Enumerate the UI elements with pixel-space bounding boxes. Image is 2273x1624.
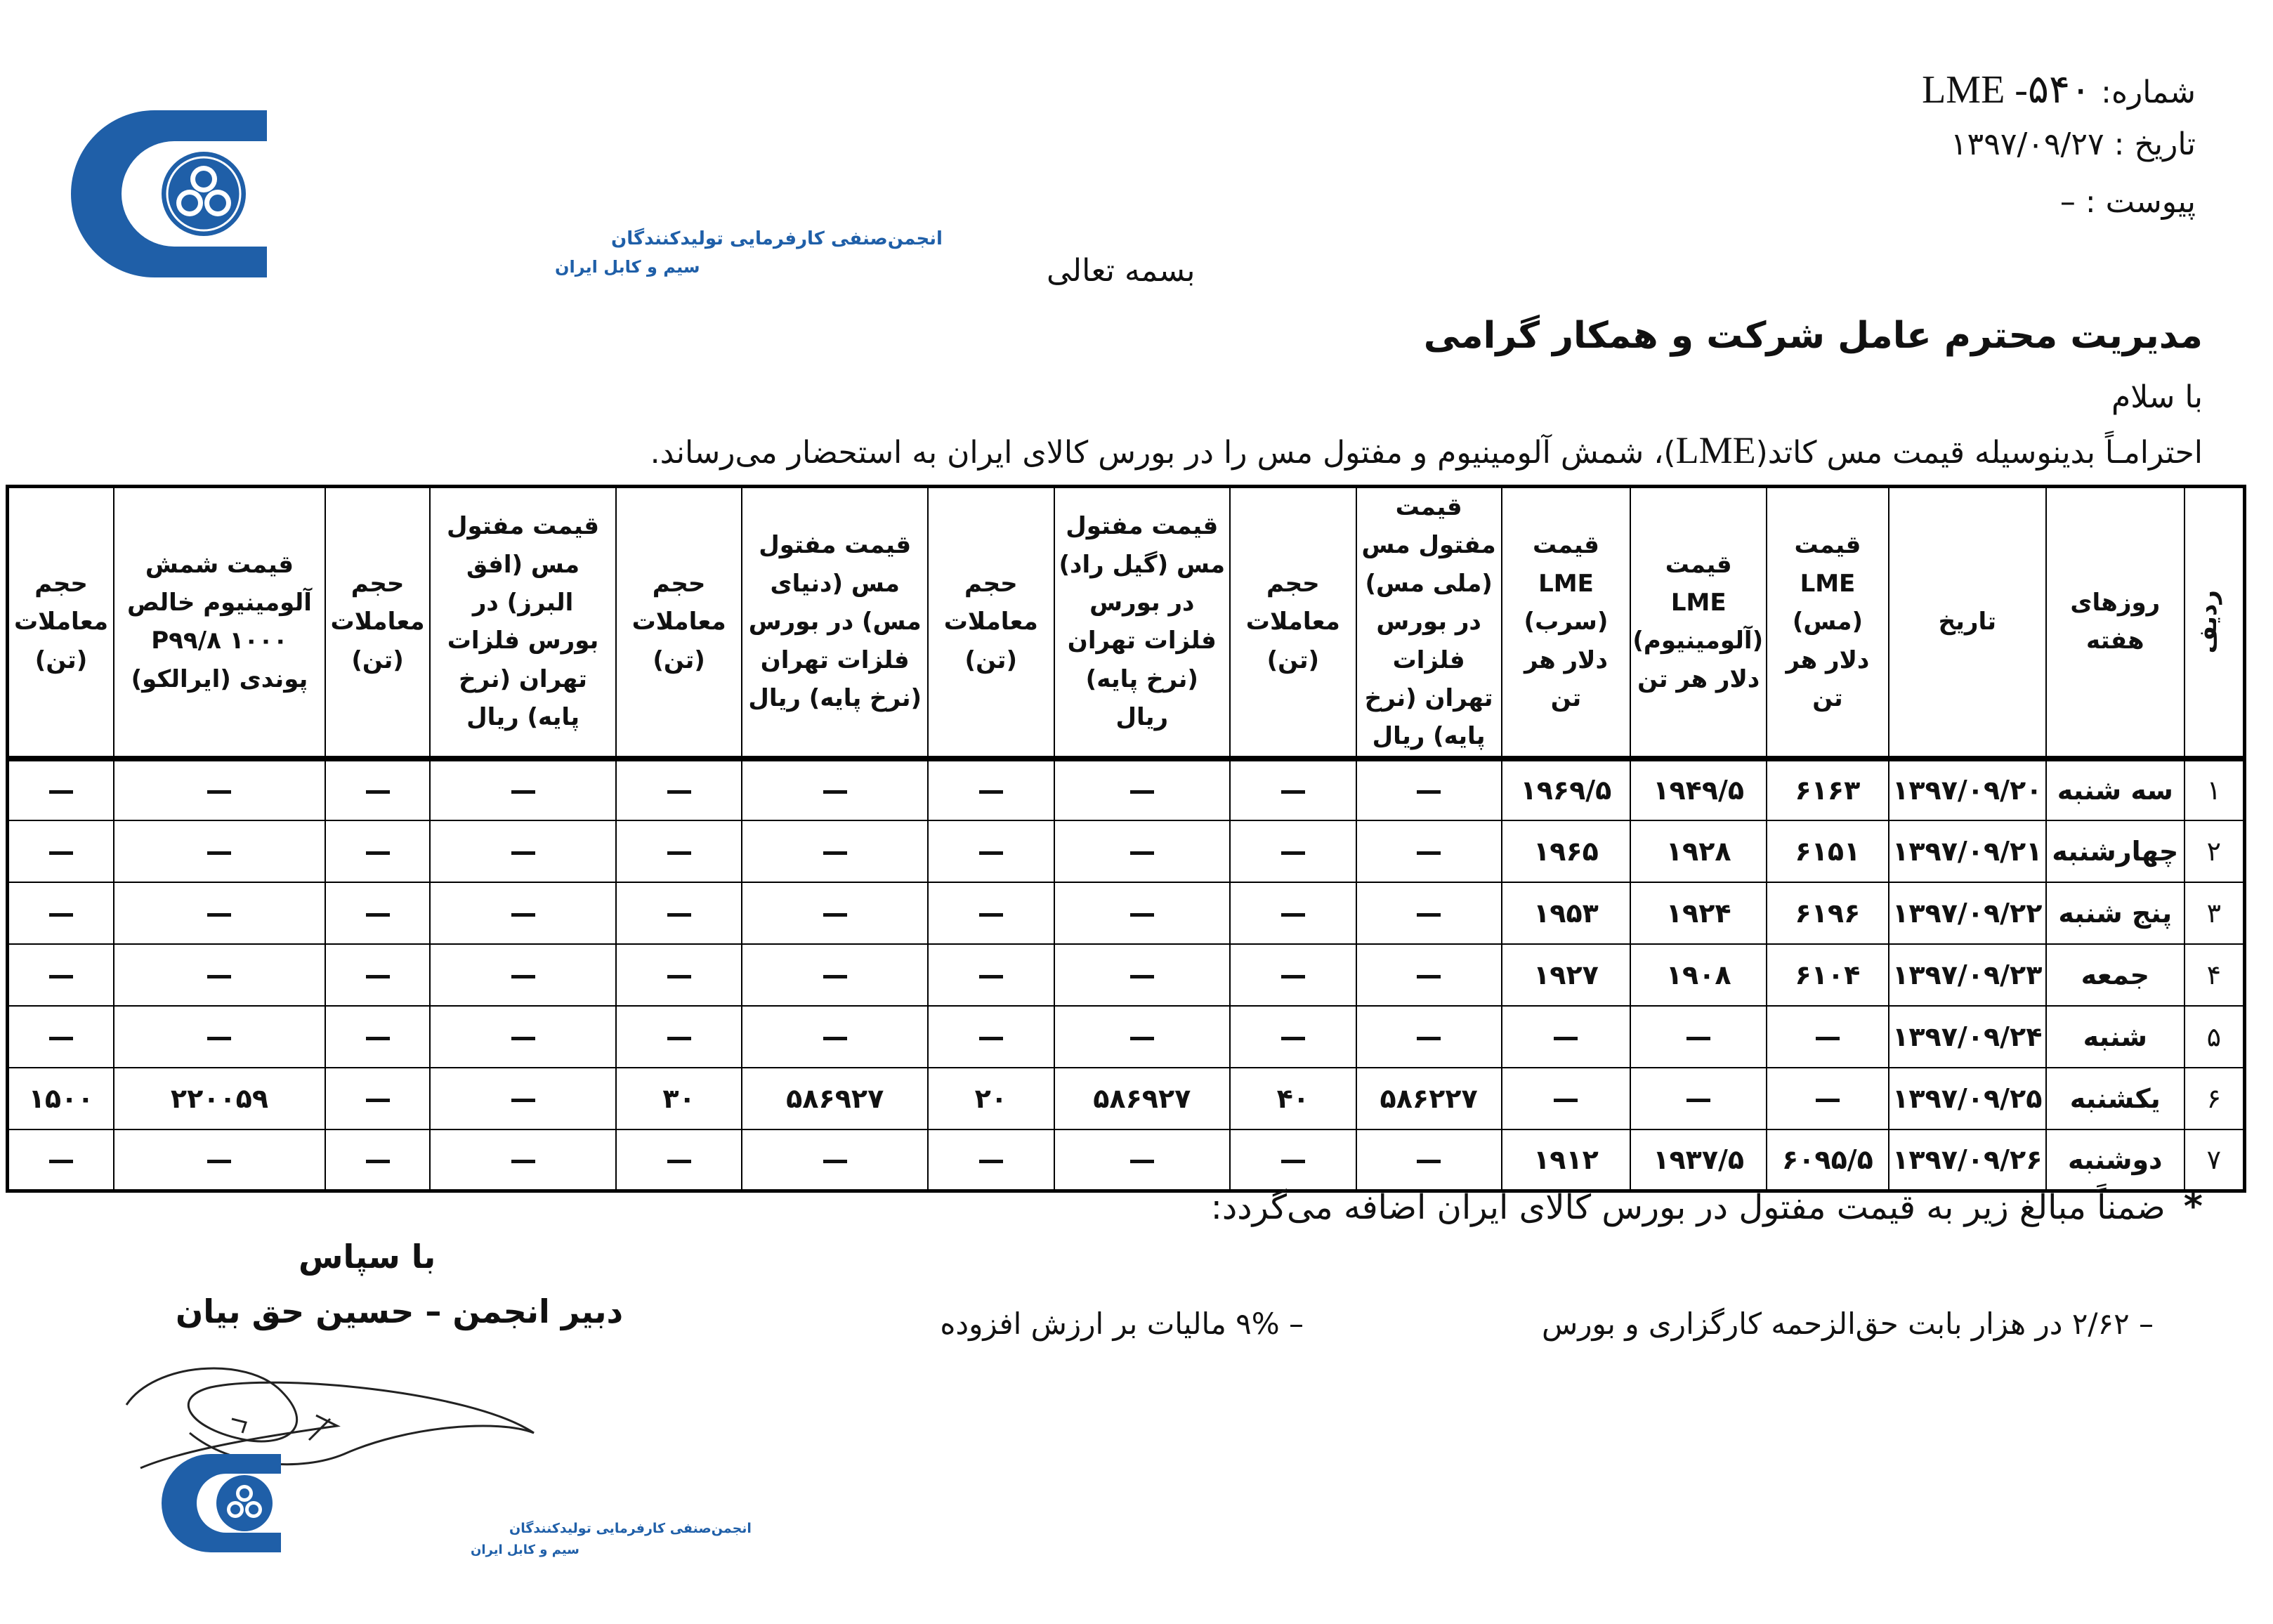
table-cell — [928, 882, 1054, 944]
table-cell — [1054, 759, 1230, 820]
empty-value-dash — [1417, 1037, 1441, 1040]
table-cell — [430, 1006, 615, 1068]
empty-value-dash — [207, 851, 231, 855]
empty-value-dash — [1417, 913, 1441, 917]
table-cell — [8, 1068, 114, 1129]
empty-value-dash — [1130, 975, 1154, 978]
table-cell — [742, 1068, 927, 1129]
table-cell-value: ۴ — [2206, 959, 2222, 990]
table-cell — [1356, 1006, 1502, 1068]
table-cell — [2184, 820, 2245, 882]
table-cell-value: ۶۰۹۵/۵ — [1782, 1144, 1873, 1175]
empty-value-dash — [207, 1160, 231, 1163]
table-cell — [2046, 882, 2184, 944]
table-cell-value: ۱۳۹۷/۰۹/۲۵ — [1892, 1082, 2043, 1114]
table-cell-value: ۵۸۶۹۲۷ — [1093, 1082, 1191, 1114]
column-header-label: حجم معاملات (تن) — [330, 569, 425, 674]
table-cell-value: ۱۹۶۵ — [1533, 835, 1599, 867]
empty-value-dash — [1686, 1099, 1710, 1102]
table-cell — [1630, 1129, 1767, 1191]
column-header — [8, 487, 114, 759]
table-cell — [1356, 1068, 1502, 1129]
column-header — [430, 487, 615, 759]
table-row — [8, 1068, 2245, 1129]
empty-value-dash — [49, 1037, 73, 1040]
price-table — [6, 485, 2246, 1193]
table-cell — [742, 944, 927, 1006]
empty-value-dash — [207, 975, 231, 978]
table-cell — [616, 1006, 742, 1068]
table-cell — [1889, 1068, 2046, 1129]
fees-note — [1211, 1186, 2203, 1228]
letter-number-value: LME -۵۴۰ — [1922, 68, 2092, 112]
table-cell — [928, 820, 1054, 882]
table-cell — [1230, 1068, 1356, 1129]
table-cell — [114, 882, 325, 944]
table-cell — [2046, 1068, 2184, 1129]
table-cell — [1502, 882, 1631, 944]
empty-value-dash — [366, 1160, 390, 1163]
table-cell-value: ۲۲۰۰۵۹ — [170, 1082, 269, 1114]
table-cell — [742, 759, 927, 820]
table-row — [8, 1006, 2245, 1068]
table-cell-value: سه شنبه — [2057, 775, 2173, 806]
empty-value-dash — [49, 790, 73, 794]
empty-value-dash — [979, 1160, 1003, 1163]
empty-value-dash — [511, 975, 535, 978]
table-cell — [1230, 882, 1356, 944]
table-cell — [742, 820, 927, 882]
empty-value-dash — [667, 790, 691, 794]
logo-line1: انجمن‌صنفی کارفرمایی تولیدکنندگان — [611, 228, 943, 249]
table-cell-value: ۴۰ — [1276, 1082, 1309, 1114]
table-cell — [8, 1129, 114, 1191]
table-cell-value: ۱۳۹۷/۰۹/۲۴ — [1892, 1021, 2043, 1052]
table-cell-value: ۱۵۰۰ — [28, 1082, 94, 1114]
logo-cable-icon — [162, 152, 246, 236]
column-header — [325, 487, 430, 759]
fee-vat: – ۹% مالیات بر ارزش افزوده — [940, 1307, 1304, 1341]
empty-value-dash — [979, 975, 1003, 978]
table-cell-value: ۷ — [2206, 1144, 2222, 1175]
column-header — [1054, 487, 1230, 759]
column-header — [616, 487, 742, 759]
empty-value-dash — [207, 913, 231, 917]
column-header-label: قیمت شمش آلومینیوم خالص P۹۹/۸ ۱۰۰۰ پوندی (ایرالکو) — [127, 550, 312, 693]
column-header-label: قیمت مفتول مس (دنیای مس) در بورس فلزات تهران (نرخ پایه) ریال — [748, 531, 922, 712]
table-row — [8, 944, 2245, 1006]
empty-value-dash — [49, 1160, 73, 1163]
table-cell — [1889, 882, 2046, 944]
letter-date — [1951, 126, 2196, 162]
table-cell-value: ۱۳۹۷/۰۹/۲۳ — [1892, 959, 2043, 990]
empty-value-dash — [366, 851, 390, 855]
logo-line2: سیم و کابل ایران — [555, 257, 700, 277]
empty-value-dash — [511, 790, 535, 794]
table-cell — [2184, 944, 2245, 1006]
table-cell — [430, 820, 615, 882]
empty-value-dash — [1554, 1099, 1578, 1102]
empty-value-dash — [511, 1160, 535, 1163]
table-row — [8, 820, 2245, 882]
empty-value-dash — [1417, 790, 1441, 794]
table-cell — [1502, 759, 1631, 820]
table-cell-value: ۱۳۹۷/۰۹/۲۰ — [1892, 775, 2043, 806]
table-cell — [616, 820, 742, 882]
intro-text-start: احترامـاً بدینوسیله قیمت مس کاتد( — [1755, 435, 2203, 471]
empty-value-dash — [667, 1160, 691, 1163]
table-cell — [1230, 759, 1356, 820]
column-header — [2184, 487, 2245, 759]
table-cell-value: ۶ — [2206, 1082, 2222, 1114]
table-cell — [616, 1068, 742, 1129]
empty-value-dash — [1686, 1037, 1710, 1040]
table-cell-value: چهارشنبه — [2052, 835, 2179, 867]
table-cell-value: ۵۸۶۹۲۷ — [786, 1082, 884, 1114]
signature-stamp — [105, 1349, 752, 1573]
empty-value-dash — [1816, 1037, 1840, 1040]
letter-attachment — [2060, 184, 2196, 220]
table-cell — [1230, 1129, 1356, 1191]
table-cell — [1630, 882, 1767, 944]
table-cell — [1054, 820, 1230, 882]
table-cell-value: جمعه — [2081, 959, 2149, 990]
intro-text-end: )، شمش آلومینیوم و مفتول مس را در بورس کالای ایران به استحضار می‌رساند. — [650, 435, 1676, 471]
table-cell — [2046, 1006, 2184, 1068]
table-cell — [2184, 1006, 2245, 1068]
table-cell — [1630, 944, 1767, 1006]
table-cell — [325, 759, 430, 820]
table-cell — [1054, 1068, 1230, 1129]
empty-value-dash — [1281, 1160, 1305, 1163]
table-cell — [114, 820, 325, 882]
table-cell — [430, 759, 615, 820]
table-cell-value: ۱۹۲۴ — [1665, 897, 1731, 929]
table-cell — [1054, 1129, 1230, 1191]
table-cell-value: یکشنبه — [2069, 1082, 2161, 1114]
table-cell-value: ۱۹۲۷ — [1533, 959, 1599, 990]
empty-value-dash — [366, 1037, 390, 1040]
table-cell — [1502, 820, 1631, 882]
table-cell — [1889, 1129, 2046, 1191]
stamp-line1: انجمن‌صنفی کارفرمایی تولیدکنندگان — [509, 1521, 752, 1536]
table-cell-value: ۶۱۶۳ — [1795, 775, 1861, 806]
table-cell — [1630, 820, 1767, 882]
table-cell — [1630, 759, 1767, 820]
column-header-label: قیمت LME (سرب) دلار هر تن — [1524, 531, 1609, 712]
empty-value-dash — [667, 975, 691, 978]
empty-value-dash — [823, 975, 847, 978]
column-header — [114, 487, 325, 759]
table-cell — [742, 1006, 927, 1068]
empty-value-dash — [823, 1037, 847, 1040]
table-cell-value: ۳ — [2206, 897, 2222, 929]
table-cell — [616, 944, 742, 1006]
empty-value-dash — [1554, 1037, 1578, 1040]
intro-paragraph — [650, 428, 2203, 472]
column-header-label: قیمت LME (آلومینیوم) دلار هر تن — [1632, 550, 1764, 693]
empty-value-dash — [1130, 1037, 1154, 1040]
table-cell — [616, 759, 742, 820]
empty-value-dash — [1130, 1160, 1154, 1163]
table-cell-value: ۱۹۶۹/۵ — [1520, 775, 1612, 806]
table-cell — [928, 1006, 1054, 1068]
table-cell — [1767, 759, 1889, 820]
table-cell-value: ۱۹۰۸ — [1665, 959, 1731, 990]
column-header-label: تاریخ — [1938, 608, 1996, 636]
table-cell — [1889, 820, 2046, 882]
empty-value-dash — [667, 851, 691, 855]
table-cell — [2046, 1129, 2184, 1191]
table-cell-value: ۶۱۵۱ — [1795, 835, 1861, 867]
table-cell — [8, 759, 114, 820]
empty-value-dash — [1281, 790, 1305, 794]
letter-date-label: تاریخ : — [2114, 126, 2196, 162]
empty-value-dash — [667, 913, 691, 917]
table-cell-value: ۵۸۶۲۲۷ — [1380, 1082, 1478, 1114]
table-row — [8, 759, 2245, 820]
table-cell-value: ۱۳۹۷/۰۹/۲۱ — [1892, 835, 2043, 867]
table-cell — [1230, 820, 1356, 882]
table-cell — [1630, 1068, 1767, 1129]
empty-value-dash — [1417, 975, 1441, 978]
table-cell — [1767, 1006, 1889, 1068]
table-cell-value: پنج شنبه — [2058, 897, 2173, 929]
empty-value-dash — [667, 1037, 691, 1040]
table-cell — [114, 1006, 325, 1068]
association-logo — [105, 102, 943, 284]
empty-value-dash — [49, 851, 73, 855]
column-header-label: حجم معاملات (تن) — [14, 569, 109, 674]
stamp-cable-icon — [216, 1475, 273, 1531]
table-cell-value: ۱۳۹۷/۰۹/۲۶ — [1892, 1144, 2043, 1175]
table-cell — [8, 820, 114, 882]
table-cell — [1356, 882, 1502, 944]
column-header-label: قیمت LME (مس) دلار هر تن — [1786, 531, 1870, 712]
table-cell — [1054, 882, 1230, 944]
empty-value-dash — [1281, 913, 1305, 917]
table-cell-value: ۱۹۱۲ — [1533, 1144, 1599, 1175]
empty-value-dash — [823, 1160, 847, 1163]
table-cell — [430, 1068, 615, 1129]
table-cell — [2184, 882, 2245, 944]
empty-value-dash — [979, 913, 1003, 917]
column-header — [2046, 487, 2184, 759]
table-cell-value: ۵ — [2206, 1021, 2222, 1052]
table-cell-value: ۲۰ — [974, 1082, 1007, 1114]
table-cell — [325, 882, 430, 944]
table-cell-value: ۶۱۰۴ — [1795, 959, 1861, 990]
empty-value-dash — [1130, 851, 1154, 855]
empty-value-dash — [1816, 1099, 1840, 1102]
empty-value-dash — [366, 1099, 390, 1102]
table-cell-value: ۱۳۹۷/۰۹/۲۲ — [1892, 897, 2043, 929]
table-cell — [1502, 1129, 1631, 1191]
column-header-label: حجم معاملات (تن) — [1245, 569, 1340, 674]
table-cell — [1767, 944, 1889, 1006]
empty-value-dash — [511, 1037, 535, 1040]
empty-value-dash — [979, 1037, 1003, 1040]
table-row — [8, 882, 2245, 944]
table-cell — [325, 1006, 430, 1068]
empty-value-dash — [366, 790, 390, 794]
intro-lme: LME — [1675, 429, 1756, 471]
table-cell — [1767, 1129, 1889, 1191]
table-cell — [1889, 759, 2046, 820]
table-cell-value: ۱۹۲۸ — [1665, 835, 1731, 867]
empty-value-dash — [823, 851, 847, 855]
table-cell — [325, 820, 430, 882]
column-header — [1356, 487, 1502, 759]
empty-value-dash — [1281, 975, 1305, 978]
column-header — [742, 487, 927, 759]
fees-note-text: ضمناً مبالغ زیر به قیمت مفتول در بورس کالای ایران اضافه می‌گردد: — [1210, 1188, 2166, 1227]
empty-value-dash — [823, 790, 847, 794]
table-cell — [8, 1006, 114, 1068]
table-cell — [2184, 1129, 2245, 1191]
table-cell — [325, 1068, 430, 1129]
empty-value-dash — [207, 1037, 231, 1040]
salutation: با سلام — [2111, 379, 2203, 415]
table-cell-value: ۱۹۳۷/۵ — [1653, 1144, 1745, 1175]
signature-scribble-icon — [126, 1368, 534, 1465]
column-header-label: قیمت مفتول مس (گیل راد) در بورس فلزات تهران (نرخ پایه) ریال — [1059, 512, 1226, 732]
table-cell-value: ۱۹۴۹/۵ — [1653, 775, 1745, 806]
column-header-label: قیمت مفتول مس (ملی مس) در بورس فلزات تهران (نرخ پایه) ریال — [1361, 493, 1496, 751]
table-cell — [616, 1129, 742, 1191]
empty-value-dash — [1130, 913, 1154, 917]
empty-value-dash — [1281, 1037, 1305, 1040]
column-header-label: روزهای هفته — [2070, 588, 2161, 655]
table-cell — [928, 1068, 1054, 1129]
table-cell — [1356, 759, 1502, 820]
table-cell — [1356, 820, 1502, 882]
column-header — [1230, 487, 1356, 759]
table-cell — [430, 882, 615, 944]
table-cell — [1054, 944, 1230, 1006]
table-cell — [1230, 1006, 1356, 1068]
empty-value-dash — [366, 913, 390, 917]
empty-value-dash — [1417, 1160, 1441, 1163]
table-cell — [742, 1129, 927, 1191]
empty-value-dash — [1417, 851, 1441, 855]
column-header — [928, 487, 1054, 759]
table-header-row — [8, 487, 2245, 759]
table-cell — [928, 1129, 1054, 1191]
closing-thanks: با سپاس — [299, 1238, 436, 1276]
basmala-heading: بسمه تعالی — [1047, 253, 1196, 289]
table-cell — [8, 882, 114, 944]
table-cell — [8, 944, 114, 1006]
table-cell — [928, 759, 1054, 820]
empty-value-dash — [511, 913, 535, 917]
empty-value-dash — [511, 1099, 535, 1102]
table-cell — [1230, 944, 1356, 1006]
table-cell — [742, 882, 927, 944]
table-cell — [1889, 1006, 2046, 1068]
table-cell — [430, 944, 615, 1006]
letter-date-value: ۱۳۹۷/۰۹/۲۷ — [1950, 126, 2104, 162]
table-cell — [1502, 1006, 1631, 1068]
empty-value-dash — [366, 975, 390, 978]
table-cell — [114, 759, 325, 820]
table-cell — [325, 1129, 430, 1191]
letter-number-label: شماره: — [2101, 74, 2196, 110]
table-cell — [1356, 1129, 1502, 1191]
table-cell — [2046, 820, 2184, 882]
asterisk-icon: * — [2183, 1186, 2203, 1228]
empty-value-dash — [1281, 851, 1305, 855]
column-header-label: ردیف — [2194, 590, 2222, 654]
table-cell — [1767, 882, 1889, 944]
empty-value-dash — [207, 790, 231, 794]
empty-value-dash — [1130, 790, 1154, 794]
table-cell — [2184, 759, 2245, 820]
letter-attachment-label: پیوست : — [2085, 184, 2196, 220]
table-cell-value: ۱ — [2206, 775, 2222, 806]
table-cell-value: دوشنبه — [2068, 1144, 2163, 1175]
table-cell — [1889, 944, 2046, 1006]
table-cell — [1767, 1068, 1889, 1129]
empty-value-dash — [979, 790, 1003, 794]
column-header — [1767, 487, 1889, 759]
column-header-label: حجم معاملات (تن) — [631, 569, 726, 674]
empty-value-dash — [511, 851, 535, 855]
table-cell-value: ۶۱۹۶ — [1795, 897, 1861, 929]
table-cell — [2046, 944, 2184, 1006]
table-cell — [1356, 944, 1502, 1006]
table-cell — [1502, 1068, 1631, 1129]
empty-value-dash — [979, 851, 1003, 855]
table-cell — [114, 944, 325, 1006]
table-cell-value: شنبه — [2083, 1021, 2147, 1052]
letter-attachment-value: – — [2059, 184, 2076, 220]
stamp-line2: سیم و کابل ایران — [471, 1543, 579, 1557]
table-cell — [325, 944, 430, 1006]
table-row — [8, 1129, 2245, 1191]
empty-value-dash — [49, 913, 73, 917]
table-cell-value: ۲ — [2206, 835, 2222, 867]
table-cell — [430, 1129, 615, 1191]
table-cell — [1502, 944, 1631, 1006]
column-header — [1502, 487, 1631, 759]
addressee: مدیریت محترم عامل شرکت و همکار گرامی — [1423, 315, 2203, 357]
column-header-label: قیمت مفتول مس (افق البرز) در بورس فلزات تهران (نرخ پایه) ریال — [447, 512, 600, 732]
fee-brokerage: – ۲/۶۲ در هزار بابت حق‌الزحمه کارگزاری و بورس — [1542, 1307, 2154, 1341]
empty-value-dash — [823, 913, 847, 917]
column-header — [1889, 487, 2046, 759]
column-header — [1630, 487, 1767, 759]
table-cell — [114, 1068, 325, 1129]
signer-name: دبیر انجمن – حسین حق بیان — [176, 1292, 624, 1330]
table-cell — [928, 944, 1054, 1006]
table-cell — [1767, 820, 1889, 882]
letter-number — [1922, 67, 2196, 112]
table-cell-value: ۱۹۵۳ — [1533, 897, 1599, 929]
empty-value-dash — [49, 975, 73, 978]
table-cell — [1054, 1006, 1230, 1068]
table-cell — [1630, 1006, 1767, 1068]
table-cell — [616, 882, 742, 944]
column-header-label: حجم معاملات (تن) — [943, 569, 1038, 674]
table-cell-value: ۳۰ — [662, 1082, 695, 1114]
table-cell — [114, 1129, 325, 1191]
table-cell — [2184, 1068, 2245, 1129]
table-cell — [2046, 759, 2184, 820]
